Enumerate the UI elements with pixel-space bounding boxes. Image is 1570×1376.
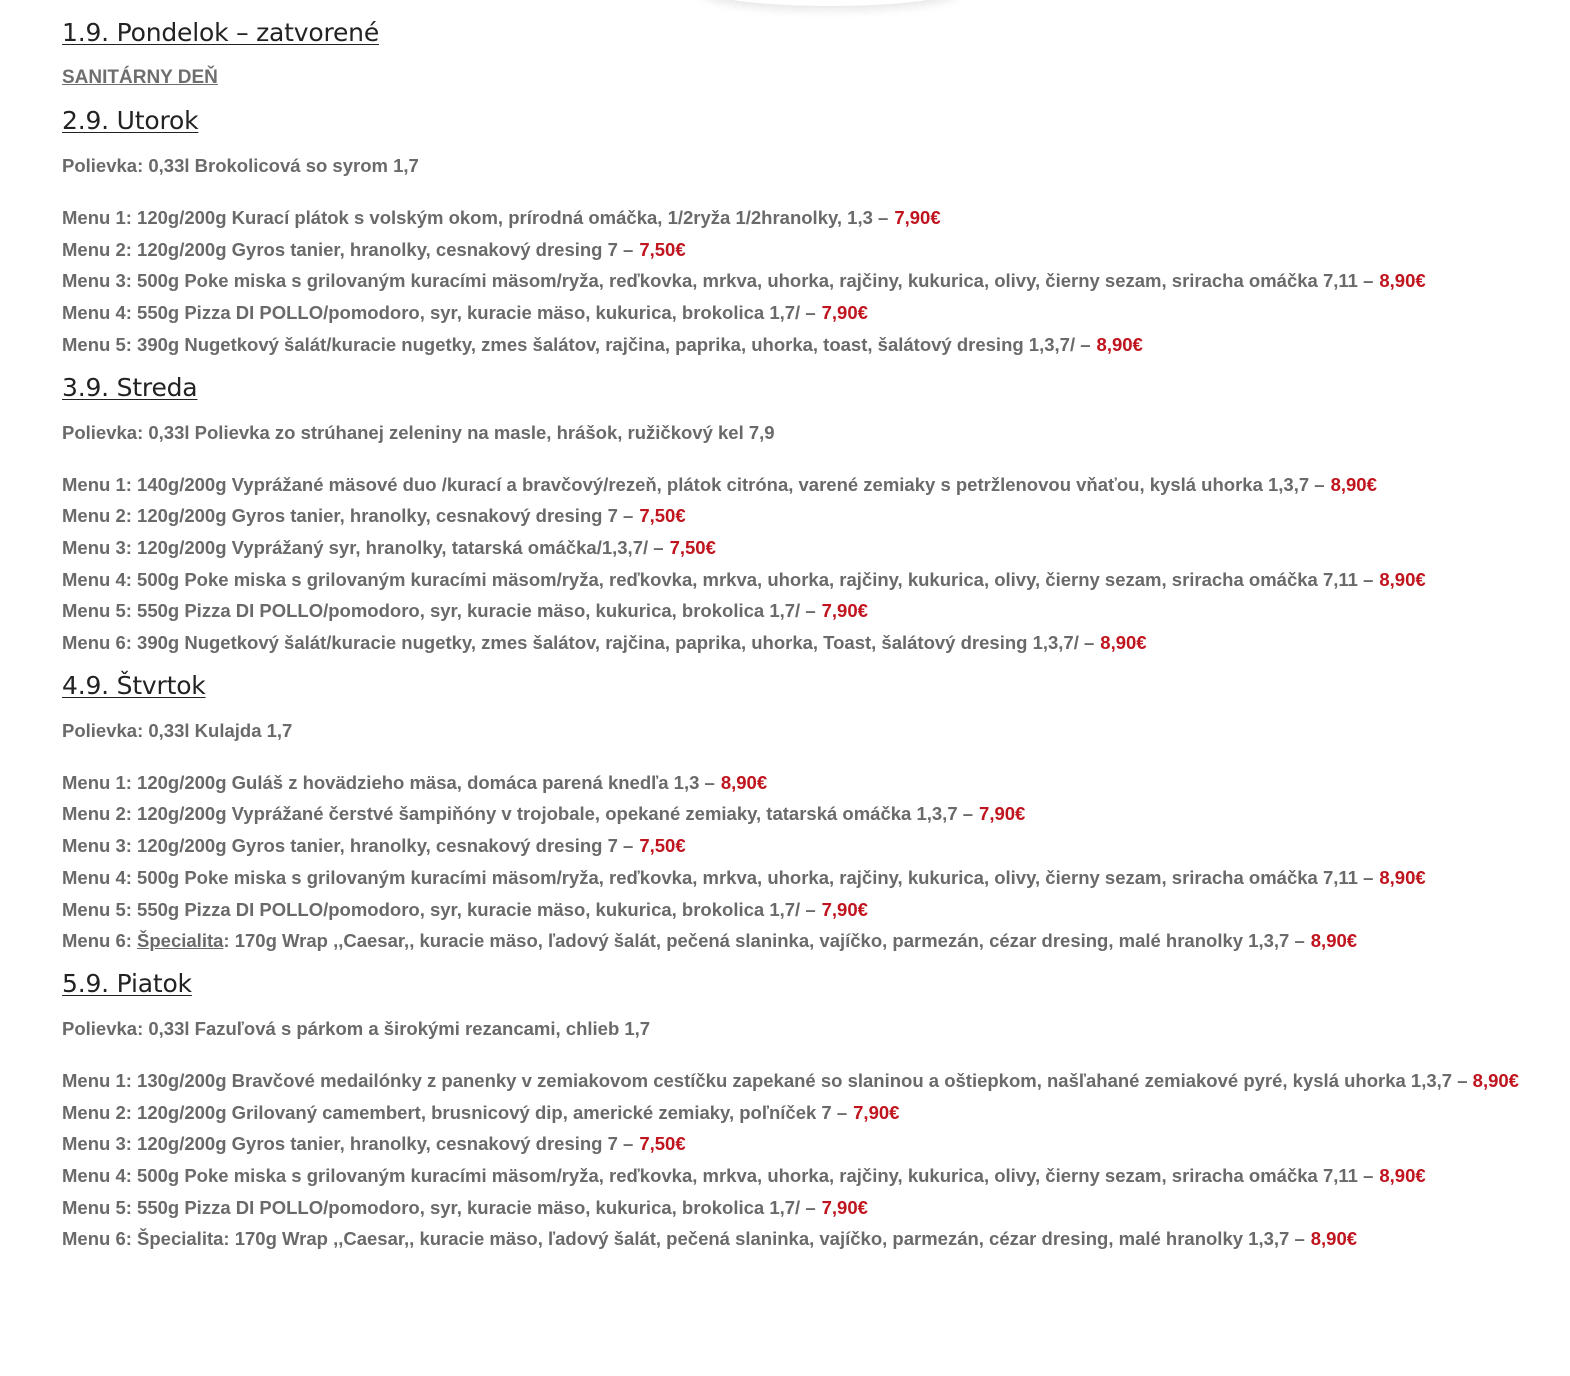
menu-item xyxy=(62,500,1552,532)
menu-item xyxy=(62,202,1552,234)
menu-item-text: Menu 2: 120g/200g Grilovaný camembert, brusnicový dip, americké zemiaky, poľníček 7 – xyxy=(62,1101,848,1123)
day-title: 1.9. Pondelok – zatvorené xyxy=(62,18,380,47)
menu-item-price: 7,90€ xyxy=(821,600,868,622)
menu-item-text: Menu 1: 140g/200g Vyprážané mäsové duo /kurací a bravčový/rezeň, plátok citróna, varené zemiaky s petržlenovou vňaťou, kyslá uhorka 1,3,7 – xyxy=(62,473,1325,495)
menu-item-text: : 170g Wrap ,,Caesar,, kuracie mäso, ľadový šalát, pečená slaninka, vajíčko, parmezán, cézar dresing, malé hranolky 1,3,7 – xyxy=(223,930,1305,952)
menu-item-price: 8,90€ xyxy=(1379,270,1426,292)
menu-item xyxy=(62,234,1552,266)
menu-item-text: Menu 3: 120g/200g Vyprážaný syr, hranolky, tatarská omáčka/1,3,7/ – xyxy=(62,536,664,558)
menu-item-text: Menu 4: 550g Pizza DI POLLO/pomodoro, syr, kuracie mäso, kukurica, brokolica 1,7/ – xyxy=(62,302,816,324)
menu-item-price: 8,90€ xyxy=(1096,333,1143,355)
menu-item xyxy=(62,532,1552,564)
day-section-tuesday xyxy=(62,104,1552,361)
menu-item-price: 7,90€ xyxy=(821,1196,868,1218)
menu-list xyxy=(62,1065,1552,1255)
menu-item-price: 7,50€ xyxy=(639,238,686,260)
menu-item-text: Menu 5: 550g Pizza DI POLLO/pomodoro, syr, kuracie mäso, kukurica, brokolica 1,7/ – xyxy=(62,1196,816,1218)
menu-item-price: 7,90€ xyxy=(853,1101,900,1123)
menu-item xyxy=(62,329,1552,361)
menu-item xyxy=(62,1065,1552,1097)
menu-item-text: Menu 3: 500g Poke miska s grilovaným kuracími mäsom/ryža, reďkovka, mrkva, uhorka, rajčiny, kukurica, olivy, čierny sezam, sriracha omáčka 7,11 – xyxy=(62,270,1374,292)
menu-list xyxy=(62,469,1552,659)
menu-item xyxy=(62,1128,1552,1160)
menu-item-price: 7,50€ xyxy=(639,835,686,857)
menu-item xyxy=(62,925,1552,957)
menu-item xyxy=(62,627,1552,659)
menu-item xyxy=(62,862,1552,894)
menu-item-price: 8,90€ xyxy=(1379,568,1426,590)
menu-item-price: 8,90€ xyxy=(1100,632,1147,654)
menu-item xyxy=(62,564,1552,596)
menu-item-price: 7,90€ xyxy=(821,898,868,920)
top-shadow-decoration xyxy=(700,0,960,6)
menu-item xyxy=(62,767,1552,799)
menu-item-text: Menu 5: 390g Nugetkový šalát/kuracie nugetky, zmes šalátov, rajčina, paprika, uhorka, toast, šalátový dresing 1,3,7/ – xyxy=(62,333,1091,355)
menu-item-text: Menu 4: 500g Poke miska s grilovaným kuracími mäsom/ryža, reďkovka, mrkva, uhorka, rajčiny, kukurica, olivy, čierny sezam, sriracha omáčka 7,11 – xyxy=(62,568,1374,590)
menu-item-price: 8,90€ xyxy=(1330,473,1377,495)
menu-item xyxy=(62,595,1552,627)
closed-note: SANITÁRNY DEŇ xyxy=(62,67,218,88)
menu-item-text: Menu 6: 390g Nugetkový šalát/kuracie nugetky, zmes šalátov, rajčina, paprika, uhorka, Toast, šalátový dresing 1,3,7/ – xyxy=(62,632,1095,654)
menu-item-text: Menu 3: 120g/200g Gyros tanier, hranolky, cesnakový dresing 7 – xyxy=(62,835,634,857)
menu-item-prefix: Menu 6: xyxy=(62,930,138,952)
menu-item-text: Menu 4: 500g Poke miska s grilovaným kuracími mäsom/ryža, reďkovka, mrkva, uhorka, rajčiny, kukurica, olivy, čierny sezam, sriracha omáčka 7,11 – xyxy=(62,866,1374,888)
menu-item-price: 7,50€ xyxy=(669,536,716,558)
day-title: 3.9. Streda xyxy=(62,372,198,402)
menu-item-text: Menu 1: 130g/200g Bravčové medailónky z panenky v zemiakovom cestíčku zapekané so slaninou a oštiepkom, našľahané zemiakové pyré, kyslá uhorka 1,3,7 – xyxy=(62,1069,1468,1091)
menu-item-price: 7,90€ xyxy=(979,803,1026,825)
day-section-friday xyxy=(62,967,1552,1255)
daily-menu-content xyxy=(62,16,1552,1265)
menu-item-price: 8,90€ xyxy=(720,771,768,793)
specialty-label: Špecialita xyxy=(137,930,224,952)
menu-item-price: 7,90€ xyxy=(821,302,868,324)
menu-item xyxy=(62,798,1552,830)
menu-item-price: 8,90€ xyxy=(1379,1165,1426,1187)
menu-item-price: 8,90€ xyxy=(1379,866,1426,888)
menu-item xyxy=(62,1160,1552,1192)
menu-item-price: 7,50€ xyxy=(639,1133,686,1155)
menu-item-price: 7,50€ xyxy=(639,505,686,527)
menu-item xyxy=(62,894,1552,926)
soup-line: Polievka: 0,33l Kulajda 1,7 xyxy=(62,719,293,741)
day-section-monday xyxy=(62,16,1552,94)
menu-item-price: 8,90€ xyxy=(1310,930,1358,952)
menu-item xyxy=(62,469,1552,501)
menu-item-price: 8,90€ xyxy=(1310,1228,1358,1250)
menu-item xyxy=(62,1097,1552,1129)
menu-item-price: 7,90€ xyxy=(894,207,941,228)
menu-item-text: Menu 1: 120g/200g Kurací plátok s volským okom, prírodná omáčka, 1/2ryža 1/2hranolky, 1,3 – xyxy=(62,207,889,228)
day-section-wednesday xyxy=(62,371,1552,659)
menu-item-text: Menu 2: 120g/200g Gyros tanier, hranolky, cesnakový dresing 7 – xyxy=(62,238,634,260)
menu-item-price: 8,90€ xyxy=(1472,1069,1519,1091)
menu-item-text: Menu 6: Špecialita: 170g Wrap ,,Caesar,, kuracie mäso, ľadový šalát, pečená slaninka, vajíčko, parmezán, cézar dresing, malé hranolky 1,3,7 – xyxy=(62,1228,1305,1250)
soup-line: Polievka: 0,33l Brokolicová so syrom 1,7 xyxy=(62,155,419,176)
menu-item-text: Menu 5: 550g Pizza DI POLLO/pomodoro, syr, kuracie mäso, kukurica, brokolica 1,7/ – xyxy=(62,600,816,622)
menu-item-text: Menu 2: 120g/200g Vyprážané čerstvé šampiňóny v trojobale, opekané zemiaky, tatarská omáčka 1,3,7 – xyxy=(62,803,974,825)
menu-item xyxy=(62,265,1552,297)
day-title: 2.9. Utorok xyxy=(62,106,199,135)
menu-item xyxy=(62,297,1552,329)
menu-item xyxy=(62,830,1552,862)
menu-item-text: Menu 3: 120g/200g Gyros tanier, hranolky, cesnakový dresing 7 – xyxy=(62,1133,634,1155)
menu-item-text: Menu 2: 120g/200g Gyros tanier, hranolky, cesnakový dresing 7 – xyxy=(62,505,634,527)
soup-line: Polievka: 0,33l Fazuľová s párkom a širokými rezancami, chlieb 1,7 xyxy=(62,1017,651,1039)
menu-list xyxy=(62,767,1552,957)
menu-item xyxy=(62,1223,1552,1255)
soup-line: Polievka: 0,33l Polievka zo strúhanej zeleniny na masle, hrášok, ružičkový kel 7,9 xyxy=(62,421,775,443)
menu-list xyxy=(62,202,1552,361)
menu-item-text: Menu 5: 550g Pizza DI POLLO/pomodoro, syr, kuracie mäso, kukurica, brokolica 1,7/ – xyxy=(62,898,816,920)
day-section-thursday xyxy=(62,669,1552,957)
day-title: 5.9. Piatok xyxy=(62,968,192,998)
menu-item xyxy=(62,1192,1552,1224)
menu-item-text: Menu 1: 120g/200g Guláš z hovädzieho mäsa, domáca parená knedľa 1,3 – xyxy=(62,771,715,793)
menu-item-text: Menu 4: 500g Poke miska s grilovaným kuracími mäsom/ryža, reďkovka, mrkva, uhorka, rajčiny, kukurica, olivy, čierny sezam, sriracha omáčka 7,11 – xyxy=(62,1165,1374,1187)
day-title: 4.9. Štvrtok xyxy=(62,670,206,700)
